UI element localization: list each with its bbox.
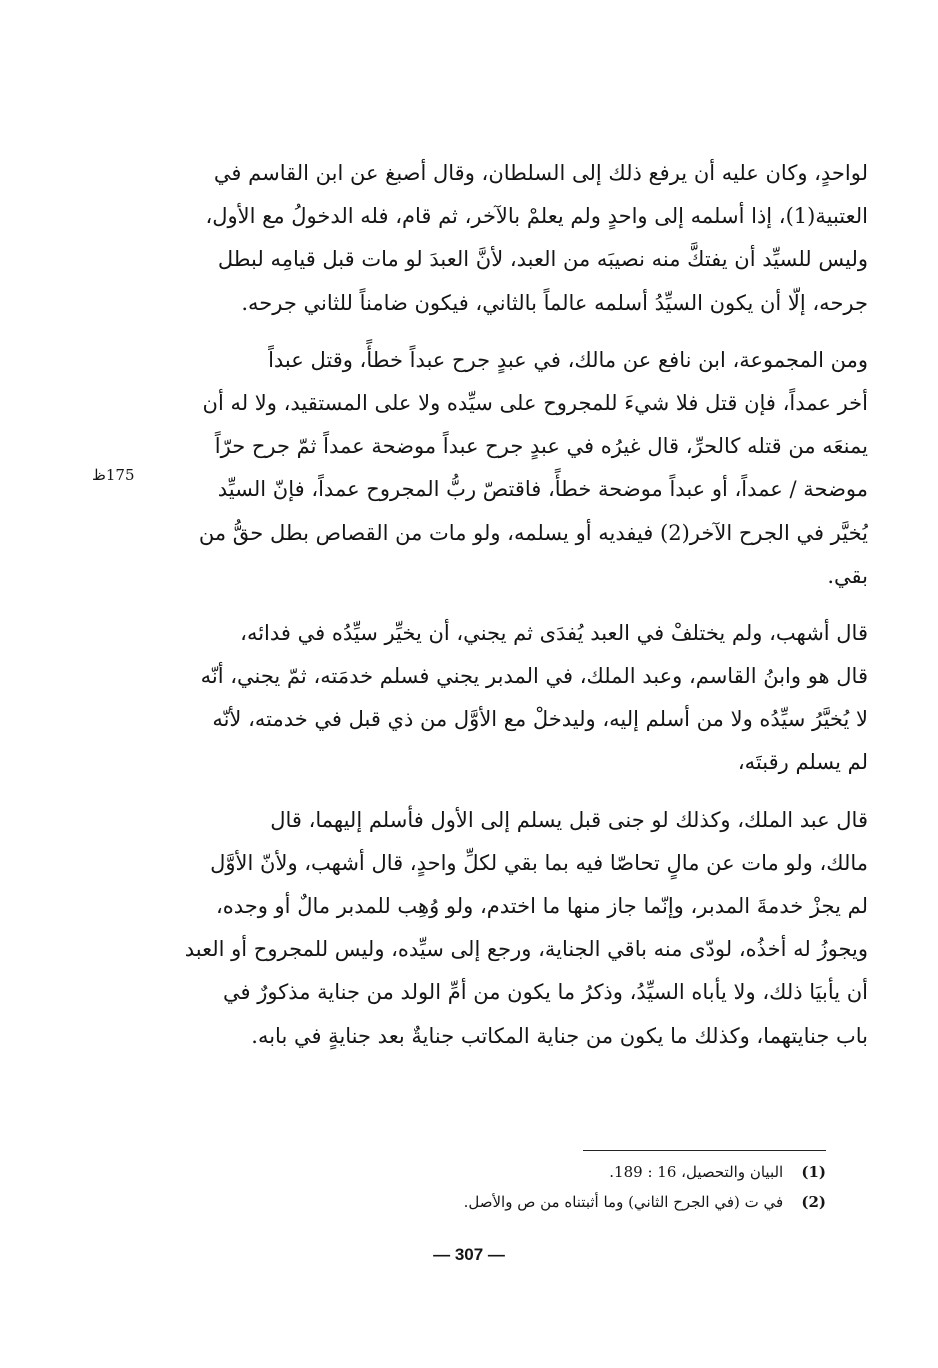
text-line: موضحة / عمداً، أو عبداً موضحة خطأً، فاقتصّ ربُّ المجروح عمداً، فإنّ السيِّد <box>217 477 868 502</box>
text-line: قال هو وابنُ القاسم، وعبد الملك، في المدبر يجني فسلم خدمَته، ثمّ يجني، أنّه <box>200 664 868 689</box>
paragraph-3 <box>160 612 868 785</box>
footnote-divider <box>583 1150 826 1151</box>
footnote-text: البيان والتحصيل، 16 : 189. <box>609 1163 784 1181</box>
footnote-text: في ت (في الجرح الثاني) وما أثبتناه من ص والأصل. <box>463 1193 784 1211</box>
text-line: يُخيَّر في الجرح الآخر(2) فيفديه أو يسلمه، ولو مات من القصاص بطل حقُّ من <box>198 520 868 545</box>
text-line: بقي. <box>827 563 868 588</box>
text-line: يمنعَه من قتله كالحرِّ، قال غيرُه في عبدٍ جرح عبداً موضحة عمداً ثمّ جرح حرّاً <box>214 434 868 459</box>
text-line: قال عبد الملك، وكذلك لو جنى قبل يسلم إلى الأول فأسلم إليهما، قال <box>270 807 868 832</box>
text-line: أخر عمداً، فإن قتل فلا شيءَ للمجروح على سيِّده ولا على المستقيد، ولا له أن <box>202 390 868 415</box>
main-text <box>160 152 868 1058</box>
text-line: لم يسلم رقبتَه، <box>737 750 868 775</box>
text-line: جرحه، إلّا أن يكون السيِّدُ أسلمه عالماً بالثاني، فيكون ضامناً للثاني جرحه. <box>241 290 868 315</box>
text-line: ويجوزُ له أخذُه، لودّى منه باقي الجناية، ورجع إلى سيِّده، وليس للمجروح أو العبد <box>184 937 868 962</box>
text-line: لواحدٍ، وكان عليه أن يرفع ذلك إلى السلطان، وقال أصبغ عن ابن القاسم في <box>213 161 868 185</box>
text-line: قال أشهب، ولم يختلفْ في العبد يُفدَى ثم يجني، أن يخيِّر سيِّدُه في فدائه، <box>240 620 868 645</box>
footnote <box>370 1187 826 1217</box>
footnote-number: (1) <box>801 1163 826 1181</box>
paragraph-4 <box>160 799 868 1058</box>
page-number: — 307 — <box>433 1245 505 1264</box>
text-line: مالك، ولو مات عن مالٍ تحاصّا فيه بما بقي لكلِّ واحدٍ، قال أشهب، ولأنّ الأوَّل <box>210 850 868 875</box>
paragraph-gap <box>160 598 868 612</box>
paragraph-1 <box>160 152 868 325</box>
paragraph-gap <box>160 785 868 799</box>
footnote <box>370 1157 826 1187</box>
text-line: وليس للسيِّد أن يفتكَّ منه نصيبَه من العبد، لأنَّ العبدَ لو مات قبل قيامِه لبطل <box>217 247 868 272</box>
paragraph-gap <box>160 325 868 339</box>
paragraph-2 <box>160 339 868 598</box>
text-line: ومن المجموعة، ابن نافع عن مالك، في عبدٍ جرح عبداً خطأً، وقتل عبداً <box>268 347 868 372</box>
folio-margin-note: 175ظ <box>92 466 135 484</box>
footnotes <box>370 1157 826 1217</box>
text-line: لا يُخيَّرُ سيِّدُه ولا من أسلم إليه، وليدخلْ مع الأوَّل من ذي قبل في خدمته، لأنّه <box>212 707 868 732</box>
text-line: أن يأبيَا ذلك، ولا يأباه السيِّدُ، وذكرُ ما يكون من أمِّ الولد من جناية مذكورٌ في <box>222 980 868 1005</box>
footnote-number: (2) <box>801 1193 826 1211</box>
text-line: باب جنايتهما، وكذلك ما يكون من جناية المكاتب جنايةٌ بعد جنايةٍ في بابه. <box>251 1023 868 1048</box>
text-line: العتبية(1)، إذا أسلمه إلى واحدٍ ولم يعلمْ بالآخر، ثم قام، فله الدخولُ مع الأول، <box>205 204 868 229</box>
text-line: لم يجزْ خدمةَ المدبر، وإنّما جاز منها ما اختدم، ولو وُهِب للمدبر مالٌ أو وجده، <box>215 894 868 918</box>
